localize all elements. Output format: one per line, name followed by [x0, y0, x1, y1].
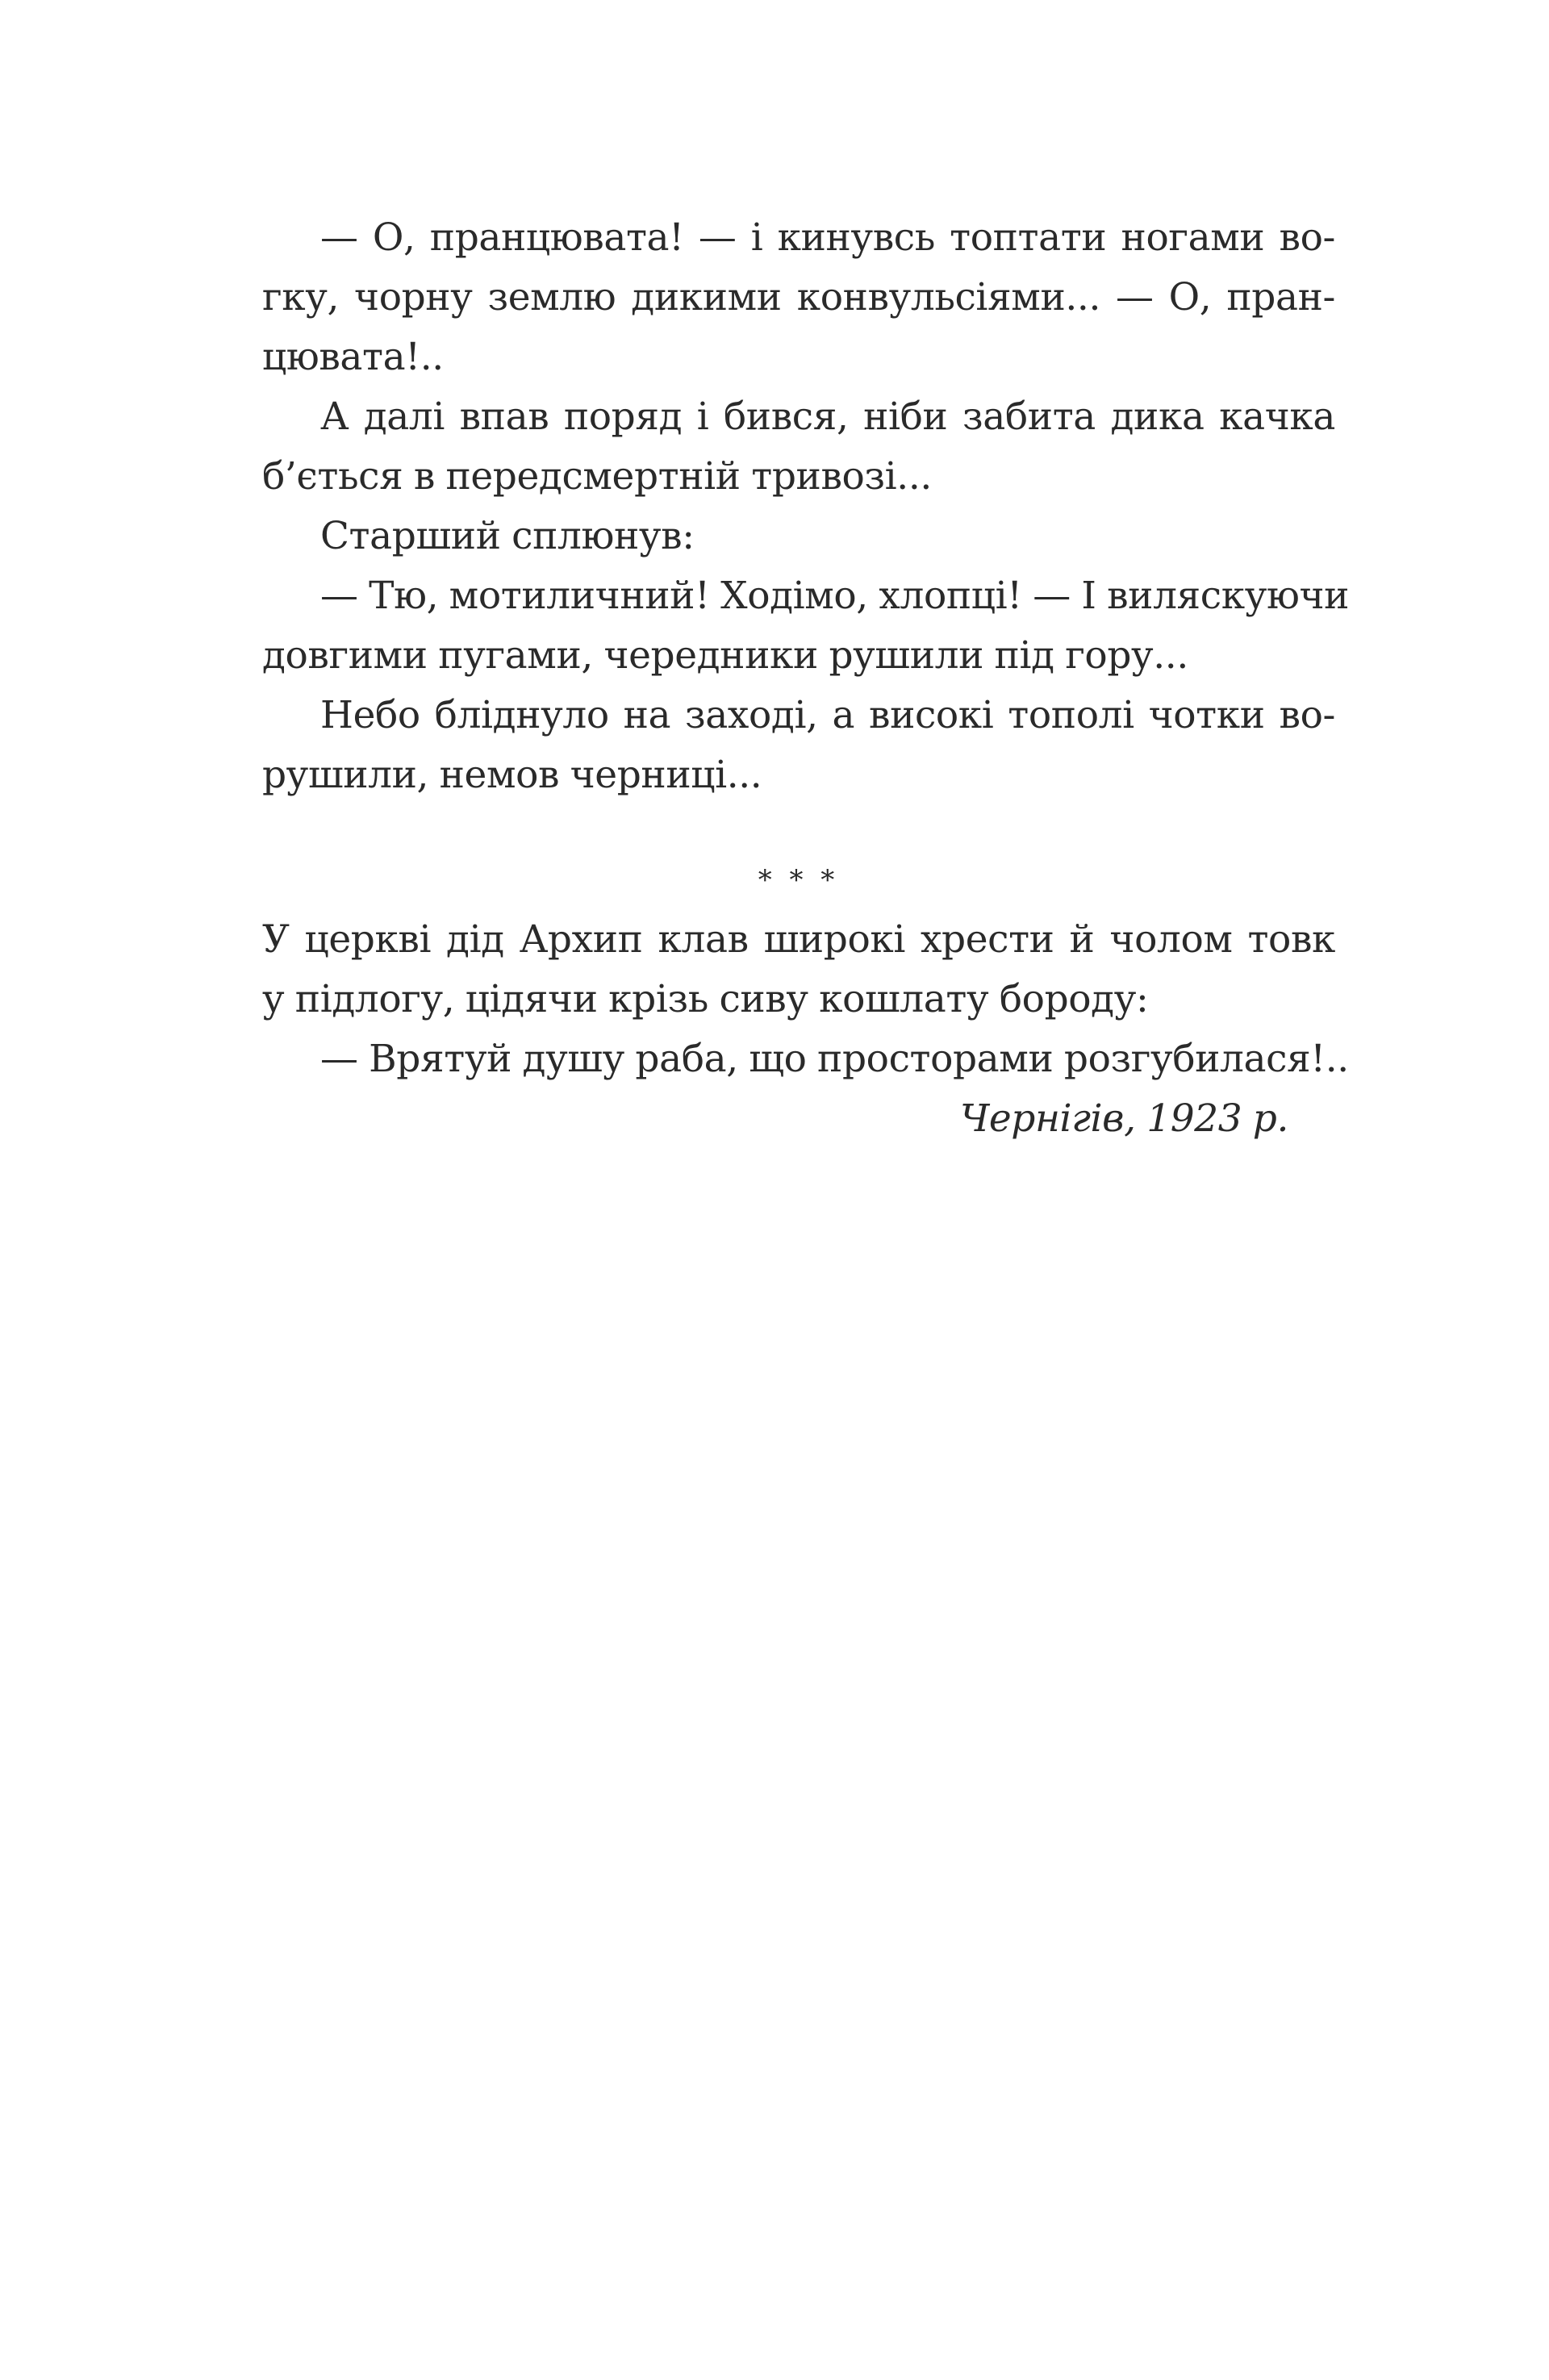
- paragraph-line: цювата!..: [262, 335, 444, 379]
- paragraph-line: А далі впав поряд і бився, ніби забита дика качка: [320, 395, 1335, 439]
- paragraph-line: б’ється в передсмертній тривозі...: [262, 454, 932, 499]
- paragraph-line: довгими пугами, чередники рушили під гору...: [262, 633, 1188, 678]
- place-date-signature: Чернігів, 1923 р.: [959, 1096, 1288, 1141]
- paragraph-line: Небо бліднуло на заході, а високі тополі чотки во-: [320, 693, 1335, 737]
- page-text: [262, 208, 1350, 1149]
- paragraph-line: рушили, немов черниці...: [262, 753, 762, 797]
- paragraph-line: — Врятуй душу раба, що просторами розгубилася!..: [320, 1037, 1349, 1081]
- paragraph-line: гку, чорну землю дикими конвульсіями... — О, пран-: [262, 275, 1335, 319]
- paragraph-line: — Тю, мотиличний! Ходімо, хлопці! — І виляскуючи: [320, 574, 1350, 618]
- paragraph-line: Старший сплюнув:: [320, 514, 695, 558]
- section-separator: * * *: [758, 864, 840, 896]
- paragraph-line: У церкві дід Архип клав широкі хрести й чолом товк: [262, 917, 1335, 962]
- paragraph-line: у підлогу, цідячи крізь сиву кошлату бороду:: [262, 977, 1149, 1021]
- paragraph-line: — О, пранцювата! — і кинувсь топтати ногами во-: [320, 215, 1335, 260]
